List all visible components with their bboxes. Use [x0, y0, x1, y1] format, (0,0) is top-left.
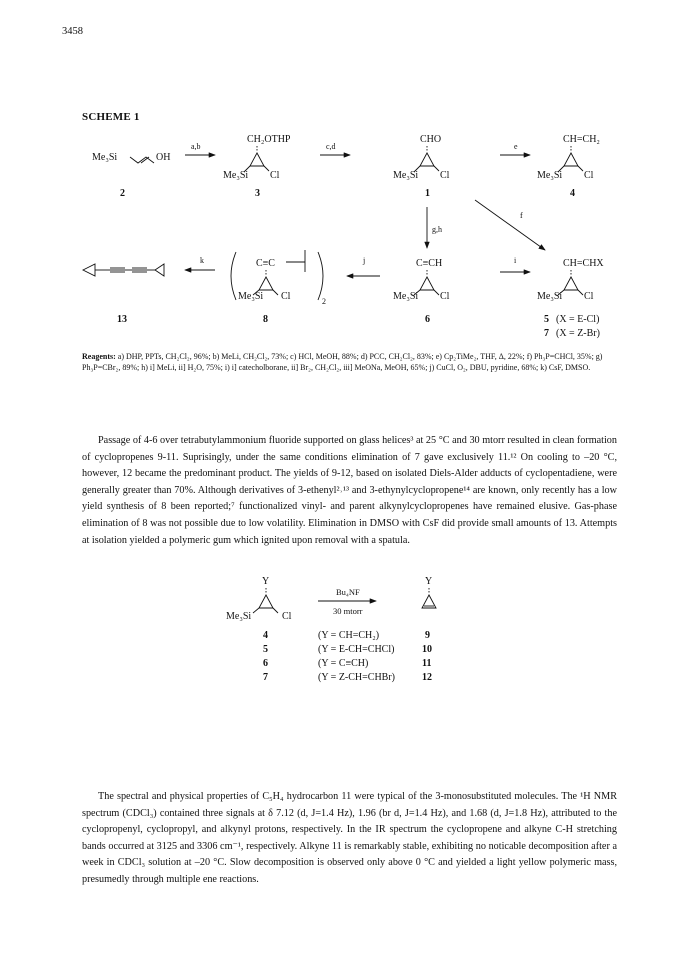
reagent-bottom: 30 mtorr — [333, 606, 363, 616]
table-row — [263, 672, 503, 687]
cmpd57-substituent: CH=CHX — [563, 258, 604, 269]
arrow-j-label: j — [363, 256, 366, 265]
cmpd6-me3si: Me₃Si — [393, 291, 419, 302]
arrow-e-label: e — [514, 142, 518, 151]
cmpd8-cl: Cl — [281, 291, 291, 302]
table-row — [263, 658, 503, 673]
cmpd2-oh: OH — [156, 152, 171, 163]
label-5-desc: (X = E-Cl) — [556, 314, 600, 325]
arrow-k-label: k — [200, 256, 204, 265]
label-5: 5 — [544, 314, 549, 325]
reagents-text: a) DHP, PPTs, CH₂Cl₂, 96%; b) MeLi, CH₂Cl₂, 73%; c) HCl, MeOH, 88%; d) PCC, CH₂Cl₂, 83%; e) Cp₂TiMe₂, THF, Δ, 22%; f) Ph₃P=CHCl, 35%; g) Ph₃P=CBr₂, 89%; h) i] MeLi, ii] H₂O, 75%; i) i] catecholborane, ii] Br₂, CH₂Cl₂, iii] MeONa, MeOH, 65%; j) CuCl, O₂, DBU, pyridine, 68%; k) CsF, DMSO. — [82, 352, 603, 373]
row-definition: (Y = Z-CH=CHBr) — [318, 672, 396, 683]
reactant-cl: Cl — [282, 611, 292, 622]
label-1: 1 — [425, 188, 430, 199]
arrow-cd-label: c,d — [326, 142, 336, 151]
reagents-label: Reagents: — [82, 352, 116, 361]
reactant-y: Y — [262, 576, 270, 587]
row-definition: (Y = CH=CH₂) — [318, 630, 380, 641]
arrow-f-label: f — [520, 211, 523, 220]
cmpd57-cl: Cl — [584, 291, 594, 302]
cmpd2-me3si: Me₃Si — [92, 152, 118, 163]
page-number: 3458 — [62, 26, 83, 37]
row-reactant: 6 — [263, 658, 268, 669]
cmpd8-substituent: C≡C — [256, 258, 275, 269]
row-definition: (Y = E-CH=CHCl) — [318, 644, 395, 655]
row-reactant: 5 — [263, 644, 268, 655]
cmpd1-me3si: Me₃Si — [393, 170, 419, 181]
table-row — [263, 630, 503, 645]
arrow-i-label: i — [514, 256, 517, 265]
cmpd6-cl: Cl — [440, 291, 450, 302]
cmpd4-me3si: Me₃Si — [537, 170, 563, 181]
table-row — [263, 644, 503, 659]
cmpd1-substituent: CHO — [420, 134, 442, 145]
label-6: 6 — [425, 314, 430, 325]
reactant-me3si: Me₃Si — [226, 611, 252, 622]
label-7: 7 — [544, 328, 549, 339]
arrow-gh-label: g,h — [432, 225, 442, 234]
row-reactant: 7 — [263, 672, 268, 683]
reagent-top: Bu₄NF — [336, 587, 360, 597]
cmpd1-cl: Cl — [440, 170, 450, 181]
cmpd8-subscript: 2 — [322, 297, 326, 306]
row-product: 11 — [422, 658, 432, 669]
cmpd57-me3si: Me₃Si — [537, 291, 563, 302]
cmpd8-me3si: Me₃Si — [238, 291, 264, 302]
cmpd3-me3si: Me₃Si — [223, 170, 249, 181]
label-7-desc: (X = Z-Br) — [556, 328, 600, 339]
row-product: 9 — [425, 630, 430, 641]
reactant-ring — [259, 595, 273, 608]
cmpd4-substituent: CH=CH₂ — [563, 134, 600, 145]
cmpd3-cl: Cl — [270, 170, 280, 181]
paragraph-2: The spectral and physical properties of C₅H₄ hydrocarbon 11 were typical of the 3-monosubstituted molecules. The ¹H NMR spectrum (CDCl₃) contained three signals at δ 7.12 (d, J=1.4 Hz), 1.96 (br d, J=1.4 Hz), and 1.68 (d, J=1.8 Hz), attributed to the cyclopropenyl, cyclopropyl, and alkynyl protons, respectively. In the IR spectrum the cyclopropene and alkyne C-H stretching bands occurred at 3125 and 3306 cm⁻¹, respectively. Alkyne 11 is remarkably stable, exhibiting no noticable decomposition after a week in CDCl₃ solution at –20 °C. Slow decomposition is observed only above 0 °C and yielded a light yellow polymeric mass, presumedly through multiple ene reactions. — [82, 791, 617, 885]
cmpd6-substituent: C≡CH — [416, 258, 443, 269]
row-definition: (Y = C≡CH) — [318, 658, 369, 669]
arrow-ab-label: a,b — [191, 142, 201, 151]
row-product: 12 — [422, 672, 432, 683]
cmpd3-substituent: CH₂OTHP — [247, 134, 291, 145]
label-13: 13 — [117, 314, 127, 325]
label-3: 3 — [255, 188, 260, 199]
label-8: 8 — [263, 314, 268, 325]
cmpd4-cl: Cl — [584, 170, 594, 181]
row-product: 10 — [422, 644, 432, 655]
product-y: Y — [425, 576, 433, 587]
label-4: 4 — [570, 188, 575, 199]
label-2: 2 — [120, 188, 125, 199]
paragraph-1: Passage of 4-6 over tetrabutylammonium fluoride supported on glass helices³ at 25 °C and 30 mtorr resulted in clean formation of cyclopropenes 9-11. Suprisingly, under the same conditions elimination of 7 gave exclusively 11.¹² On cooling to –20 °C, however, 12 became the predominant product. The yields of 9-12, based on isolated Diels-Alder adducts of cyclopentadiene, were generally greater than 70%. Although derivatives of 3-ethenyl²˒¹³ and 3-ethynylcyclopropene¹⁴ are known, only recently has a low yield synthesis of 8 been reported;⁷ functionalized vinyl- and parent alkynylcyclopropenes have remained elusive. Gas-phase elimination of 8 was not possible due to low volatility. Elimination in DMSO with CsF did provide small amounts of 13. Attempts at isolation yielded a polymeric gum which ignited upon removal with a spatula. — [82, 435, 617, 546]
row-reactant: 4 — [263, 630, 268, 641]
scheme-title: SCHEME 1 — [82, 111, 140, 123]
